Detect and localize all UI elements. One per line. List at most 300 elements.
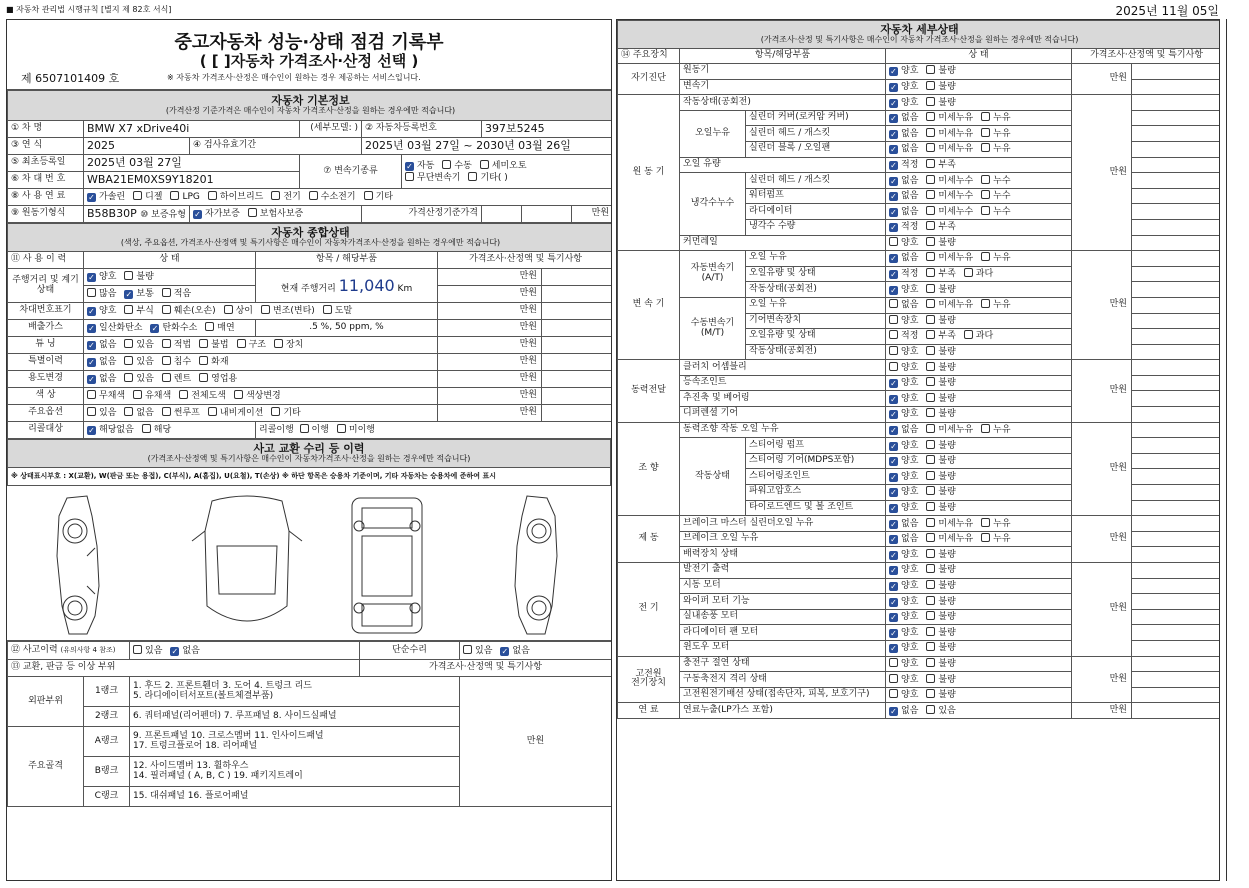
- option[interactable]: [889, 410, 918, 420]
- checkbox-icon[interactable]: [463, 645, 472, 654]
- option[interactable]: [405, 172, 460, 184]
- checkbox-icon[interactable]: [889, 315, 898, 324]
- detail-note-cell[interactable]: [1132, 313, 1221, 329]
- option[interactable]: [981, 206, 1010, 218]
- checkbox-icon[interactable]: [926, 237, 935, 246]
- option[interactable]: [926, 549, 955, 561]
- option[interactable]: [926, 627, 955, 639]
- option[interactable]: [926, 362, 955, 374]
- option[interactable]: [889, 674, 918, 686]
- option[interactable]: [133, 390, 171, 402]
- detail-note-cell[interactable]: [1132, 141, 1221, 157]
- checkbox-icon[interactable]: [124, 373, 133, 382]
- checkbox-icon[interactable]: [237, 339, 246, 348]
- option[interactable]: [237, 339, 266, 351]
- option[interactable]: [274, 339, 303, 351]
- option[interactable]: [193, 210, 240, 220]
- checkbox-icon[interactable]: [133, 191, 142, 200]
- option[interactable]: [926, 486, 955, 498]
- option[interactable]: [162, 288, 191, 300]
- option[interactable]: [926, 284, 955, 296]
- option[interactable]: [889, 315, 918, 327]
- checkbox-icon[interactable]: [926, 97, 935, 106]
- option[interactable]: [926, 206, 973, 218]
- option[interactable]: [162, 305, 216, 317]
- option[interactable]: [170, 191, 199, 203]
- option[interactable]: [926, 143, 973, 155]
- checkbox-icon[interactable]: [926, 284, 935, 293]
- checkbox-icon[interactable]: [981, 112, 990, 121]
- checkbox-checked-icon[interactable]: [889, 629, 898, 638]
- option[interactable]: [981, 424, 1010, 436]
- checkbox-icon[interactable]: [926, 81, 935, 90]
- option[interactable]: [889, 130, 918, 140]
- option[interactable]: [87, 358, 116, 368]
- option[interactable]: [981, 299, 1010, 311]
- option[interactable]: [926, 175, 973, 187]
- checkbox-icon[interactable]: [208, 407, 217, 416]
- option[interactable]: [87, 390, 125, 402]
- option[interactable]: [889, 223, 918, 233]
- checkbox-icon[interactable]: [981, 128, 990, 137]
- option[interactable]: [926, 315, 955, 327]
- detail-note-cell[interactable]: [1132, 188, 1221, 204]
- option[interactable]: [926, 564, 955, 576]
- option[interactable]: [271, 191, 300, 203]
- checkbox-icon[interactable]: [926, 596, 935, 605]
- checkbox-icon[interactable]: [926, 486, 935, 495]
- checkbox-checked-icon[interactable]: [889, 379, 898, 388]
- option[interactable]: [926, 424, 973, 436]
- checkbox-checked-icon[interactable]: [889, 442, 898, 451]
- option[interactable]: [926, 190, 973, 202]
- detail-note-cell[interactable]: [1132, 453, 1221, 469]
- checkbox-icon[interactable]: [889, 330, 898, 339]
- option[interactable]: [889, 379, 918, 389]
- checkbox-icon[interactable]: [224, 305, 233, 314]
- option[interactable]: [124, 339, 153, 351]
- option[interactable]: [926, 705, 955, 717]
- checkbox-icon[interactable]: [926, 299, 935, 308]
- option[interactable]: [889, 330, 918, 342]
- option[interactable]: [124, 290, 153, 300]
- checkbox-icon[interactable]: [274, 339, 283, 348]
- checkbox-icon[interactable]: [889, 346, 898, 355]
- checkbox-icon[interactable]: [926, 377, 935, 386]
- option[interactable]: [926, 611, 955, 623]
- option[interactable]: [442, 160, 471, 172]
- checkbox-icon[interactable]: [981, 143, 990, 152]
- checkbox-checked-icon[interactable]: [889, 254, 898, 263]
- detail-note-cell[interactable]: [1132, 391, 1221, 407]
- option[interactable]: [208, 407, 263, 419]
- option[interactable]: [889, 237, 918, 249]
- checkbox-icon[interactable]: [405, 172, 414, 181]
- checkbox-icon[interactable]: [926, 330, 935, 339]
- option[interactable]: [224, 305, 253, 317]
- option[interactable]: [926, 471, 955, 483]
- detail-note-cell[interactable]: [1132, 173, 1221, 189]
- checkbox-checked-icon[interactable]: [889, 83, 898, 92]
- checkbox-checked-icon[interactable]: [87, 341, 96, 350]
- checkbox-icon[interactable]: [926, 440, 935, 449]
- option[interactable]: [199, 356, 228, 368]
- checkbox-icon[interactable]: [124, 271, 133, 280]
- option[interactable]: [926, 455, 955, 467]
- option[interactable]: [124, 271, 153, 283]
- checkbox-checked-icon[interactable]: [889, 707, 898, 716]
- option[interactable]: [87, 375, 116, 385]
- option[interactable]: [981, 143, 1010, 155]
- option[interactable]: [87, 341, 116, 351]
- checkbox-checked-icon[interactable]: [889, 99, 898, 108]
- detail-note-cell[interactable]: [1132, 672, 1221, 688]
- checkbox-icon[interactable]: [926, 65, 935, 74]
- checkbox-icon[interactable]: [889, 299, 898, 308]
- option[interactable]: [205, 322, 234, 334]
- checkbox-icon[interactable]: [442, 160, 451, 169]
- detail-note-cell[interactable]: [1132, 438, 1221, 454]
- option[interactable]: [208, 191, 263, 203]
- option[interactable]: [889, 488, 918, 498]
- option[interactable]: [124, 373, 153, 385]
- option[interactable]: [337, 424, 375, 436]
- checkbox-icon[interactable]: [926, 206, 935, 215]
- detail-note-cell[interactable]: [1132, 578, 1221, 594]
- detail-note-cell[interactable]: [1132, 360, 1221, 376]
- checkbox-checked-icon[interactable]: [889, 457, 898, 466]
- option[interactable]: [889, 254, 918, 264]
- checkbox-checked-icon[interactable]: [889, 535, 898, 544]
- option[interactable]: [889, 145, 918, 155]
- checkbox-icon[interactable]: [364, 191, 373, 200]
- checkbox-checked-icon[interactable]: [889, 504, 898, 513]
- checkbox-checked-icon[interactable]: [889, 208, 898, 217]
- checkbox-checked-icon[interactable]: [889, 161, 898, 170]
- checkbox-checked-icon[interactable]: [87, 358, 96, 367]
- option[interactable]: [889, 707, 918, 717]
- checkbox-icon[interactable]: [926, 580, 935, 589]
- checkbox-icon[interactable]: [309, 191, 318, 200]
- option[interactable]: [926, 440, 955, 452]
- checkbox-icon[interactable]: [271, 191, 280, 200]
- checkbox-icon[interactable]: [87, 288, 96, 297]
- checkbox-icon[interactable]: [926, 190, 935, 199]
- option[interactable]: [124, 356, 153, 368]
- option[interactable]: [889, 299, 918, 311]
- option[interactable]: [889, 346, 918, 358]
- option[interactable]: [87, 407, 116, 419]
- checkbox-checked-icon[interactable]: [889, 67, 898, 76]
- option[interactable]: [480, 160, 527, 172]
- option[interactable]: [364, 191, 393, 203]
- checkbox-icon[interactable]: [926, 221, 935, 230]
- detail-note-cell[interactable]: [1132, 594, 1221, 610]
- checkbox-icon[interactable]: [124, 305, 133, 314]
- checkbox-icon[interactable]: [981, 533, 990, 542]
- option[interactable]: [889, 613, 918, 623]
- option[interactable]: [889, 644, 918, 654]
- checkbox-icon[interactable]: [981, 175, 990, 184]
- checkbox-icon[interactable]: [926, 408, 935, 417]
- detail-note-cell[interactable]: [1132, 282, 1221, 298]
- checkbox-icon[interactable]: [926, 642, 935, 651]
- checkbox-icon[interactable]: [323, 305, 332, 314]
- option[interactable]: [133, 191, 162, 203]
- option[interactable]: [964, 268, 993, 280]
- option[interactable]: [981, 128, 1010, 140]
- option[interactable]: [87, 288, 116, 300]
- checkbox-icon[interactable]: [964, 330, 973, 339]
- option[interactable]: [889, 551, 918, 561]
- checkbox-checked-icon[interactable]: [889, 613, 898, 622]
- option[interactable]: [926, 299, 973, 311]
- checkbox-icon[interactable]: [162, 305, 171, 314]
- option[interactable]: [926, 268, 955, 280]
- checkbox-icon[interactable]: [199, 339, 208, 348]
- checkbox-icon[interactable]: [205, 322, 214, 331]
- checkbox-icon[interactable]: [337, 424, 346, 433]
- detail-note-cell[interactable]: [1132, 251, 1221, 267]
- option[interactable]: [926, 596, 955, 608]
- checkbox-icon[interactable]: [981, 206, 990, 215]
- option[interactable]: [926, 408, 955, 420]
- detail-note-cell[interactable]: [1132, 500, 1221, 516]
- checkbox-icon[interactable]: [271, 407, 280, 416]
- option[interactable]: [889, 286, 918, 296]
- checkbox-icon[interactable]: [926, 143, 935, 152]
- detail-note-cell[interactable]: [1132, 407, 1221, 423]
- detail-note-cell[interactable]: [1132, 204, 1221, 220]
- option[interactable]: [170, 647, 199, 657]
- checkbox-icon[interactable]: [162, 373, 171, 382]
- checkbox-icon[interactable]: [981, 252, 990, 261]
- option[interactable]: [889, 83, 918, 93]
- option[interactable]: [889, 566, 918, 576]
- option[interactable]: [87, 273, 116, 283]
- detail-note-cell[interactable]: [1132, 516, 1221, 532]
- option[interactable]: [142, 424, 171, 436]
- checkbox-icon[interactable]: [926, 471, 935, 480]
- option[interactable]: [463, 645, 492, 657]
- checkbox-checked-icon[interactable]: [889, 177, 898, 186]
- detail-note-cell[interactable]: [1132, 344, 1221, 360]
- detail-note-cell[interactable]: [1132, 656, 1221, 672]
- option[interactable]: [926, 689, 955, 701]
- checkbox-icon[interactable]: [261, 305, 270, 314]
- option[interactable]: [87, 307, 116, 317]
- option[interactable]: [926, 112, 973, 124]
- option[interactable]: [889, 689, 918, 701]
- checkbox-icon[interactable]: [926, 128, 935, 137]
- checkbox-icon[interactable]: [889, 237, 898, 246]
- checkbox-checked-icon[interactable]: [889, 130, 898, 139]
- checkbox-checked-icon[interactable]: [889, 286, 898, 295]
- option[interactable]: [87, 193, 125, 203]
- checkbox-checked-icon[interactable]: [87, 375, 96, 384]
- option[interactable]: [926, 580, 955, 592]
- option[interactable]: [150, 324, 197, 334]
- checkbox-icon[interactable]: [468, 172, 477, 181]
- option[interactable]: [889, 504, 918, 514]
- option[interactable]: [926, 65, 955, 77]
- checkbox-icon[interactable]: [981, 190, 990, 199]
- checkbox-checked-icon[interactable]: [889, 114, 898, 123]
- option[interactable]: [889, 99, 918, 109]
- option[interactable]: [926, 159, 955, 171]
- checkbox-icon[interactable]: [87, 407, 96, 416]
- checkbox-icon[interactable]: [981, 299, 990, 308]
- checkbox-checked-icon[interactable]: [889, 192, 898, 201]
- checkbox-icon[interactable]: [124, 339, 133, 348]
- option[interactable]: [300, 424, 329, 436]
- checkbox-icon[interactable]: [981, 518, 990, 527]
- checkbox-checked-icon[interactable]: [193, 210, 202, 219]
- option[interactable]: [889, 67, 918, 77]
- option[interactable]: [926, 502, 955, 514]
- option[interactable]: [179, 390, 226, 402]
- option[interactable]: [468, 172, 507, 184]
- checkbox-icon[interactable]: [234, 390, 243, 399]
- checkbox-icon[interactable]: [170, 191, 179, 200]
- detail-note-cell[interactable]: [1132, 485, 1221, 501]
- option[interactable]: [248, 208, 303, 220]
- option[interactable]: [405, 162, 434, 172]
- checkbox-icon[interactable]: [926, 674, 935, 683]
- option[interactable]: [87, 426, 134, 436]
- checkbox-checked-icon[interactable]: [889, 426, 898, 435]
- checkbox-icon[interactable]: [480, 160, 489, 169]
- checkbox-checked-icon[interactable]: [150, 324, 159, 333]
- option[interactable]: [889, 208, 918, 218]
- detail-note-cell[interactable]: [1132, 422, 1221, 438]
- option[interactable]: [926, 97, 955, 109]
- option[interactable]: [926, 346, 955, 358]
- checkbox-icon[interactable]: [133, 390, 142, 399]
- checkbox-icon[interactable]: [889, 362, 898, 371]
- option[interactable]: [162, 356, 191, 368]
- detail-note-cell[interactable]: [1132, 640, 1221, 656]
- checkbox-checked-icon[interactable]: [889, 520, 898, 529]
- checkbox-icon[interactable]: [926, 112, 935, 121]
- detail-note-cell[interactable]: [1132, 609, 1221, 625]
- option[interactable]: [889, 457, 918, 467]
- checkbox-checked-icon[interactable]: [87, 193, 96, 202]
- checkbox-checked-icon[interactable]: [124, 290, 133, 299]
- option[interactable]: [199, 373, 237, 385]
- detail-note-cell[interactable]: [1132, 219, 1221, 235]
- option[interactable]: [926, 642, 955, 654]
- checkbox-checked-icon[interactable]: [889, 598, 898, 607]
- detail-note-cell[interactable]: [1132, 235, 1221, 251]
- checkbox-checked-icon[interactable]: [889, 410, 898, 419]
- option[interactable]: [889, 426, 918, 436]
- checkbox-icon[interactable]: [248, 208, 257, 217]
- checkbox-icon[interactable]: [926, 424, 935, 433]
- checkbox-icon[interactable]: [889, 674, 898, 683]
- option[interactable]: [133, 645, 162, 657]
- option[interactable]: [926, 237, 955, 249]
- option[interactable]: [889, 658, 918, 670]
- checkbox-checked-icon[interactable]: [405, 162, 414, 171]
- checkbox-checked-icon[interactable]: [500, 647, 509, 656]
- option[interactable]: [87, 324, 142, 334]
- option[interactable]: [162, 407, 200, 419]
- checkbox-checked-icon[interactable]: [889, 395, 898, 404]
- checkbox-icon[interactable]: [926, 689, 935, 698]
- checkbox-icon[interactable]: [926, 533, 935, 542]
- detail-note-cell[interactable]: [1132, 95, 1221, 111]
- checkbox-checked-icon[interactable]: [889, 223, 898, 232]
- checkbox-icon[interactable]: [926, 175, 935, 184]
- checkbox-icon[interactable]: [926, 159, 935, 168]
- checkbox-icon[interactable]: [162, 407, 171, 416]
- option[interactable]: [926, 377, 955, 389]
- checkbox-icon[interactable]: [300, 424, 309, 433]
- checkbox-icon[interactable]: [124, 407, 133, 416]
- option[interactable]: [889, 177, 918, 187]
- option[interactable]: [889, 270, 918, 280]
- checkbox-icon[interactable]: [889, 658, 898, 667]
- checkbox-icon[interactable]: [926, 346, 935, 355]
- option[interactable]: [981, 518, 1010, 530]
- option[interactable]: [889, 442, 918, 452]
- option[interactable]: [926, 330, 955, 342]
- option[interactable]: [926, 674, 955, 686]
- detail-note-cell[interactable]: [1132, 563, 1221, 579]
- option[interactable]: [234, 390, 281, 402]
- checkbox-icon[interactable]: [926, 518, 935, 527]
- option[interactable]: [323, 305, 352, 317]
- option[interactable]: [124, 407, 153, 419]
- option[interactable]: [162, 373, 191, 385]
- option[interactable]: [981, 252, 1010, 264]
- option[interactable]: [926, 128, 973, 140]
- detail-note-cell[interactable]: [1132, 157, 1221, 173]
- option[interactable]: [981, 112, 1010, 124]
- checkbox-checked-icon[interactable]: [889, 473, 898, 482]
- checkbox-checked-icon[interactable]: [889, 582, 898, 591]
- option[interactable]: [981, 533, 1010, 545]
- detail-note-cell[interactable]: [1132, 297, 1221, 313]
- checkbox-icon[interactable]: [926, 627, 935, 636]
- checkbox-icon[interactable]: [926, 315, 935, 324]
- checkbox-icon[interactable]: [926, 362, 935, 371]
- checkbox-icon[interactable]: [199, 356, 208, 365]
- option[interactable]: [500, 647, 529, 657]
- option[interactable]: [199, 339, 228, 351]
- option[interactable]: [926, 658, 955, 670]
- option[interactable]: [926, 533, 973, 545]
- option[interactable]: [889, 582, 918, 592]
- checkbox-checked-icon[interactable]: [889, 644, 898, 653]
- option[interactable]: [889, 161, 918, 171]
- checkbox-icon[interactable]: [179, 390, 188, 399]
- option[interactable]: [889, 520, 918, 530]
- option[interactable]: [889, 535, 918, 545]
- checkbox-checked-icon[interactable]: [889, 551, 898, 560]
- checkbox-checked-icon[interactable]: [87, 426, 96, 435]
- detail-note-cell[interactable]: [1132, 64, 1221, 80]
- option[interactable]: [926, 81, 955, 93]
- checkbox-icon[interactable]: [208, 191, 217, 200]
- option[interactable]: [162, 339, 191, 351]
- checkbox-icon[interactable]: [199, 373, 208, 382]
- checkbox-icon[interactable]: [162, 288, 171, 297]
- checkbox-icon[interactable]: [162, 356, 171, 365]
- checkbox-icon[interactable]: [926, 549, 935, 558]
- detail-note-cell[interactable]: [1132, 375, 1221, 391]
